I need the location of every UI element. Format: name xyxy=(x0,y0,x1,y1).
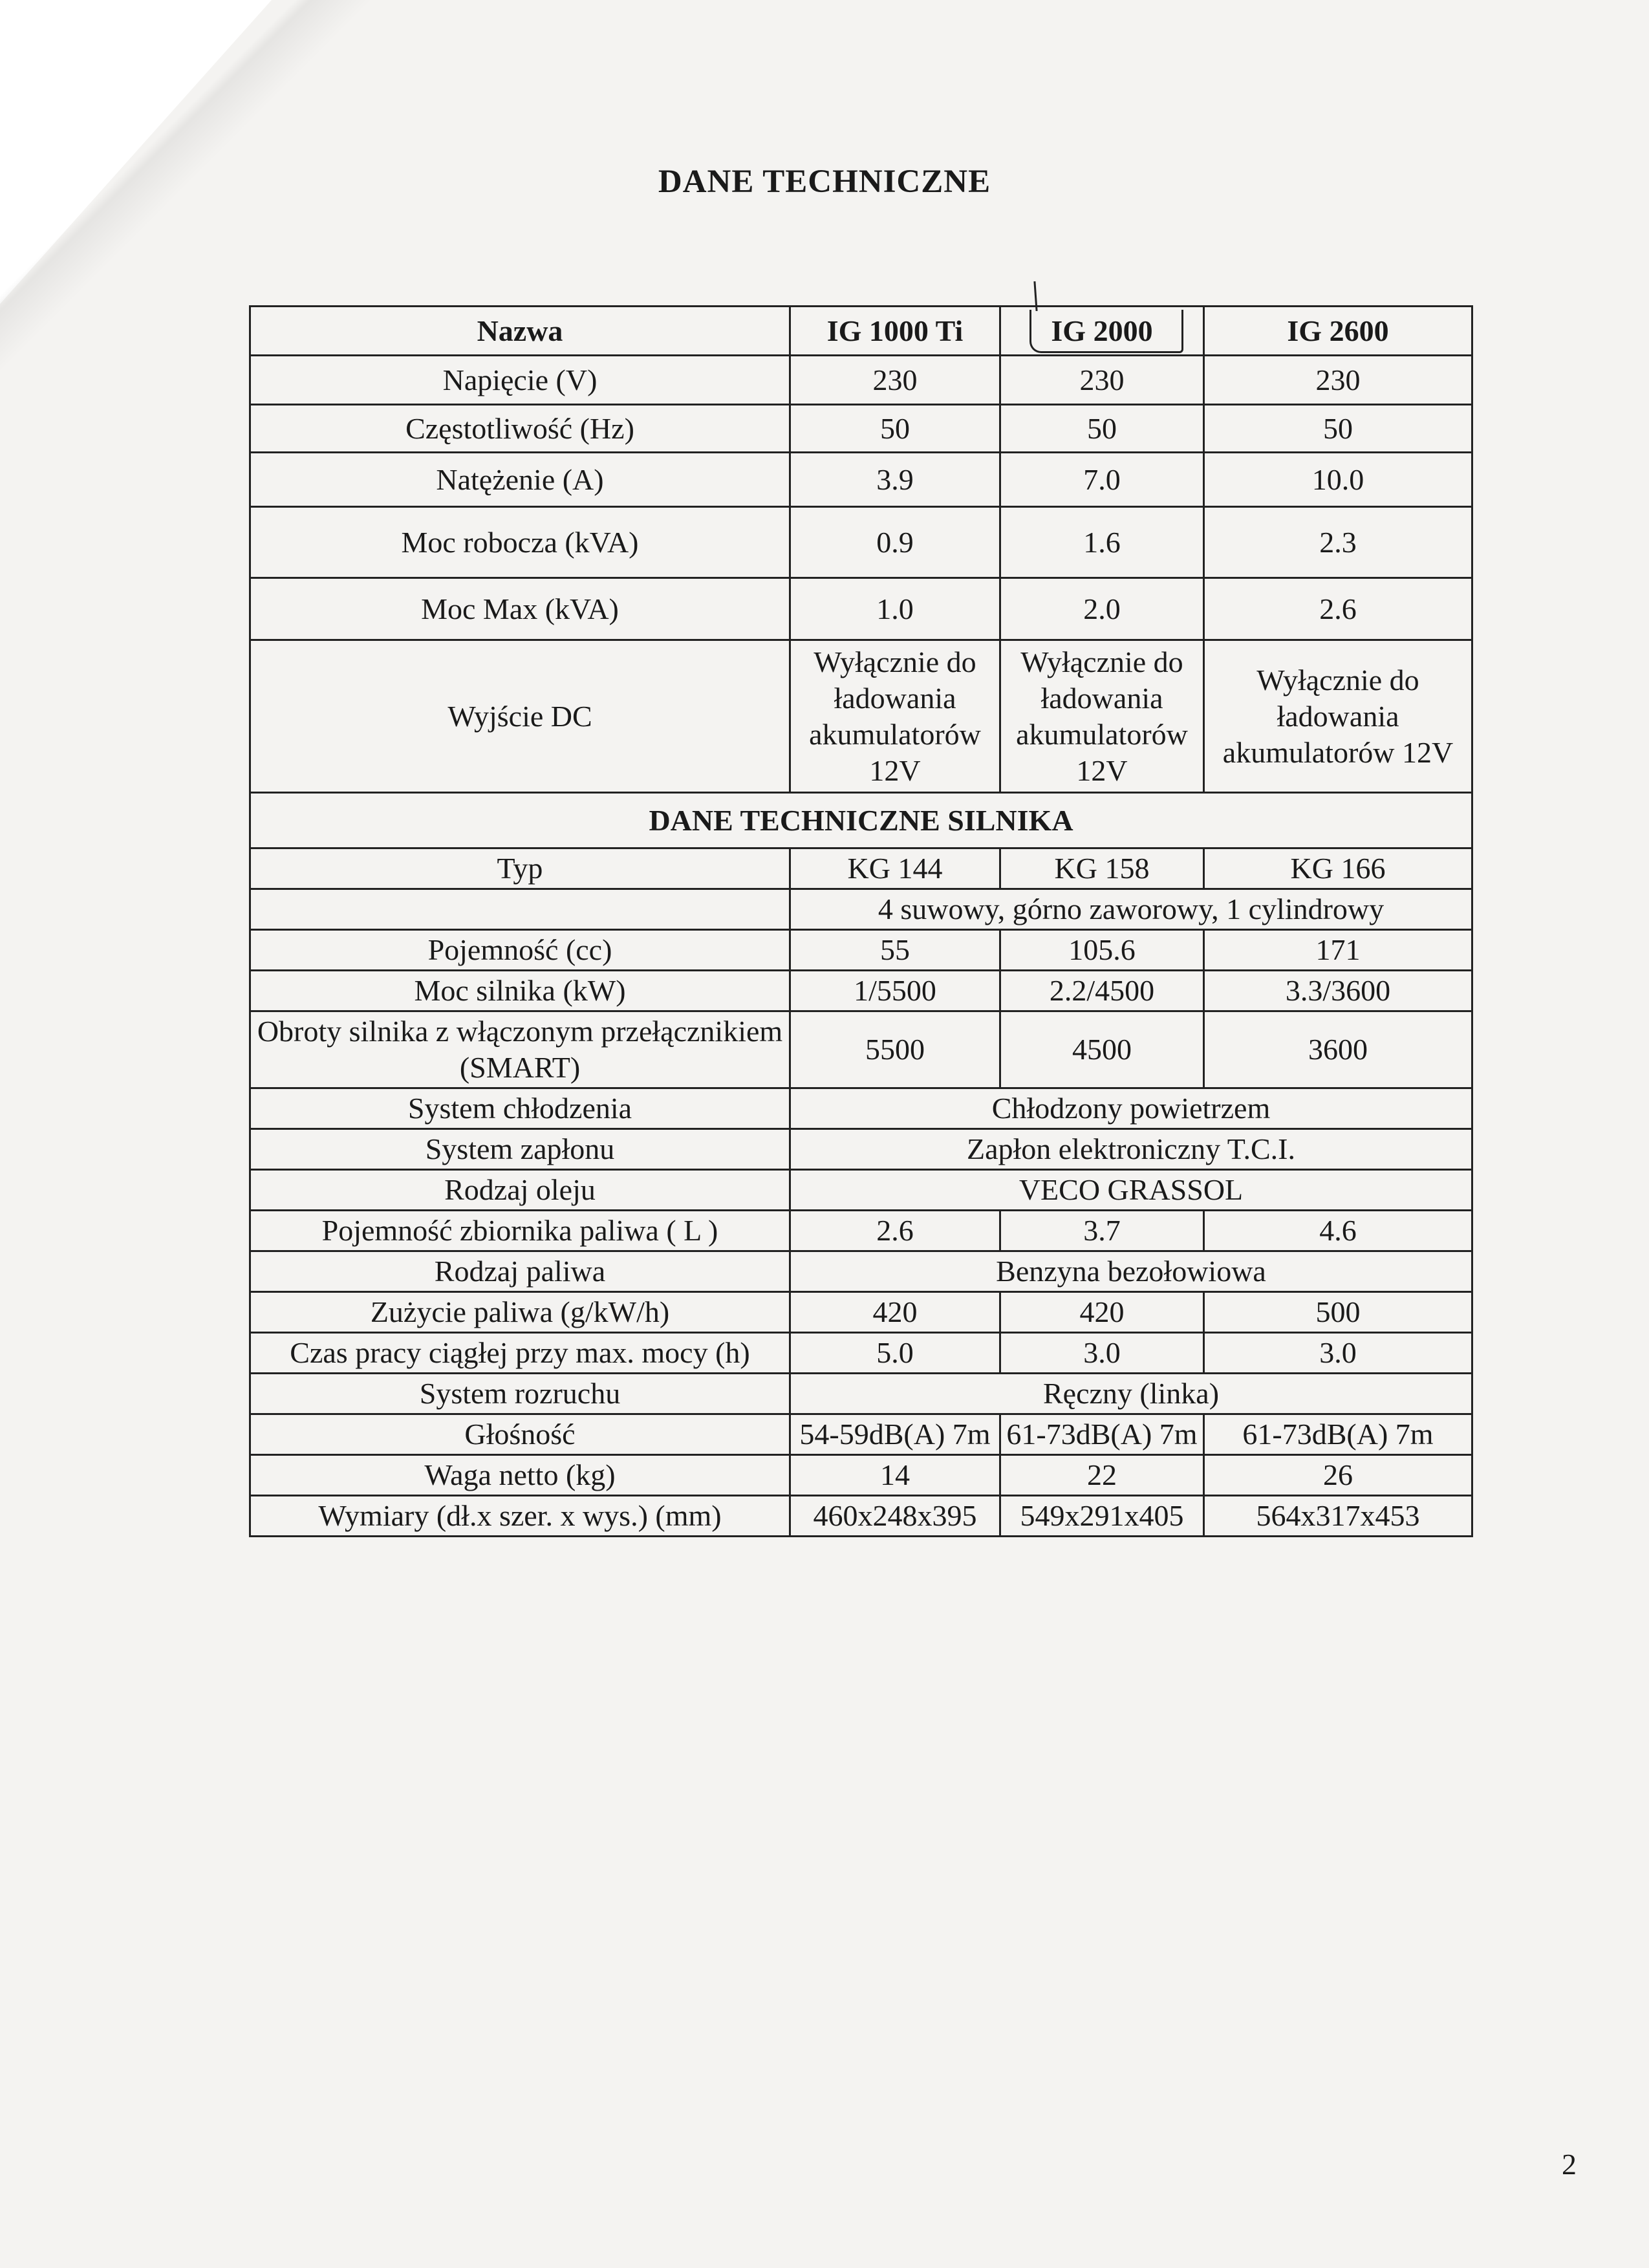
cell-value: 549x291x405 xyxy=(1000,1496,1204,1537)
header-model-3: IG 2600 xyxy=(1204,307,1472,356)
cell-value: KG 144 xyxy=(790,848,1000,889)
cell-value: 3.0 xyxy=(1000,1333,1204,1374)
cell-value: 4500 xyxy=(1000,1011,1204,1088)
cell-value: 61-73dB(A) 7m xyxy=(1204,1414,1472,1455)
row-czas-pracy xyxy=(250,1333,1472,1374)
cell-value: 2.6 xyxy=(790,1211,1000,1251)
cell-value: 3.0 xyxy=(1204,1333,1472,1374)
row-chlodzenie xyxy=(250,1088,1472,1129)
cell-value: 7.0 xyxy=(1000,453,1204,507)
row-label: Waga netto (kg) xyxy=(250,1455,790,1496)
row-label: Pojemność (cc) xyxy=(250,930,790,971)
cell-value: VECO GRASSOL xyxy=(790,1170,1472,1211)
row-natezenie xyxy=(250,453,1472,507)
cell-value: 54-59dB(A) 7m xyxy=(790,1414,1000,1455)
cell-value: 5.0 xyxy=(790,1333,1000,1374)
cell-value: 5500 xyxy=(790,1011,1000,1088)
cell-value: 50 xyxy=(1204,405,1472,453)
cell-value: 1.6 xyxy=(1000,507,1204,578)
cell-value: Wyłącznie do ładowania akumulatorów 12V xyxy=(790,640,1000,793)
header-row xyxy=(250,307,1472,356)
technical-data-table xyxy=(249,305,1473,1537)
row-label: Moc robocza (kVA) xyxy=(250,507,790,578)
row-napiecie xyxy=(250,356,1472,405)
cell-value: 460x248x395 xyxy=(790,1496,1000,1537)
cell-value: 4.6 xyxy=(1204,1211,1472,1251)
handwritten-tick-mark xyxy=(1033,281,1037,311)
row-waga xyxy=(250,1455,1472,1496)
cell-value: 2.0 xyxy=(1000,578,1204,640)
cell-value: 61-73dB(A) 7m xyxy=(1000,1414,1204,1455)
row-label: Czas pracy ciągłej przy max. mocy (h) xyxy=(250,1333,790,1374)
engine-section-row xyxy=(250,793,1472,848)
row-engine-kind xyxy=(250,889,1472,930)
row-paliwo xyxy=(250,1251,1472,1292)
cell-value: 230 xyxy=(790,356,1000,405)
cell-value: 2.6 xyxy=(1204,578,1472,640)
row-label: Moc silnika (kW) xyxy=(250,971,790,1011)
cell-value: KG 158 xyxy=(1000,848,1204,889)
cell-value: 50 xyxy=(790,405,1000,453)
cell-value: Chłodzony powietrzem xyxy=(790,1088,1472,1129)
cell-value: 500 xyxy=(1204,1292,1472,1333)
cell-value: 3.3/3600 xyxy=(1204,971,1472,1011)
row-label: Rodzaj paliwa xyxy=(250,1251,790,1292)
cell-value: Benzyna bezołowiowa xyxy=(790,1251,1472,1292)
cell-value: 22 xyxy=(1000,1455,1204,1496)
row-label: Moc Max (kVA) xyxy=(250,578,790,640)
header-model-2 xyxy=(1000,307,1204,356)
row-olej xyxy=(250,1170,1472,1211)
row-label: System chłodzenia xyxy=(250,1088,790,1129)
row-czestotliwosc xyxy=(250,405,1472,453)
cell-value: 564x317x453 xyxy=(1204,1496,1472,1537)
cell-value: KG 166 xyxy=(1204,848,1472,889)
row-label: Zużycie paliwa (g/kW/h) xyxy=(250,1292,790,1333)
row-zbiornik xyxy=(250,1211,1472,1251)
cell-value: 105.6 xyxy=(1000,930,1204,971)
cell-value: 420 xyxy=(790,1292,1000,1333)
cell-value: Wyłącznie do ładowania akumulatorów 12V xyxy=(1000,640,1204,793)
cell-value: 171 xyxy=(1204,930,1472,971)
header-model-1: IG 1000 Ti xyxy=(790,307,1000,356)
row-pojemnosc xyxy=(250,930,1472,971)
row-rozruch xyxy=(250,1374,1472,1414)
row-zuzycie xyxy=(250,1292,1472,1333)
cell-value: 50 xyxy=(1000,405,1204,453)
row-label: Napięcie (V) xyxy=(250,356,790,405)
row-moc-silnika xyxy=(250,971,1472,1011)
cell-value: 10.0 xyxy=(1204,453,1472,507)
row-label: Wymiary (dł.x szer. x wys.) (mm) xyxy=(250,1496,790,1537)
row-label: System zapłonu xyxy=(250,1129,790,1170)
cell-value: 0.9 xyxy=(790,507,1000,578)
cell-value: 2.3 xyxy=(1204,507,1472,578)
row-label: Rodzaj oleju xyxy=(250,1170,790,1211)
row-label-empty xyxy=(250,889,790,930)
header-name: Nazwa xyxy=(250,307,790,356)
cell-value: 420 xyxy=(1000,1292,1204,1333)
cell-value: 230 xyxy=(1000,356,1204,405)
cell-value: 3.9 xyxy=(790,453,1000,507)
cell-value: 230 xyxy=(1204,356,1472,405)
cell-value: 26 xyxy=(1204,1455,1472,1496)
row-label: Pojemność zbiornika paliwa ( L ) xyxy=(250,1211,790,1251)
cell-value: 1.0 xyxy=(790,578,1000,640)
row-wyjscie-dc xyxy=(250,640,1472,793)
cell-value: 3600 xyxy=(1204,1011,1472,1088)
cell-value: Wyłącznie do ładowania akumulatorów 12V xyxy=(1204,640,1472,793)
cell-value: 55 xyxy=(790,930,1000,971)
row-wymiary xyxy=(250,1496,1472,1537)
row-typ xyxy=(250,848,1472,889)
row-zaplon xyxy=(250,1129,1472,1170)
cell-value: 3.7 xyxy=(1000,1211,1204,1251)
engine-section-title: DANE TECHNICZNE SILNIKA xyxy=(250,793,1472,848)
row-obroty xyxy=(250,1011,1472,1088)
row-moc-max xyxy=(250,578,1472,640)
row-label: Głośność xyxy=(250,1414,790,1455)
page-number: 2 xyxy=(1562,2148,1577,2181)
cell-value: 14 xyxy=(790,1455,1000,1496)
row-label: Częstotliwość (Hz) xyxy=(250,405,790,453)
cell-value: 4 suwowy, górno zaworowy, 1 cylindrowy xyxy=(790,889,1472,930)
row-label: System rozruchu xyxy=(250,1374,790,1414)
cell-value: Ręczny (linka) xyxy=(790,1374,1472,1414)
row-moc-robocza xyxy=(250,507,1472,578)
cell-value: 2.2/4500 xyxy=(1000,971,1204,1011)
header-model-2-label: IG 2000 xyxy=(1051,314,1153,347)
page-title: DANE TECHNICZNE xyxy=(658,164,991,200)
cell-value: 1/5500 xyxy=(790,971,1000,1011)
row-glosnosc xyxy=(250,1414,1472,1455)
row-label: Typ xyxy=(250,848,790,889)
cell-value: Zapłon elektroniczny T.C.I. xyxy=(790,1129,1472,1170)
row-label: Wyjście DC xyxy=(250,640,790,793)
row-label: Natężenie (A) xyxy=(250,453,790,507)
row-label: Obroty silnika z włączonym przełącznikiem (SMART) xyxy=(250,1011,790,1088)
